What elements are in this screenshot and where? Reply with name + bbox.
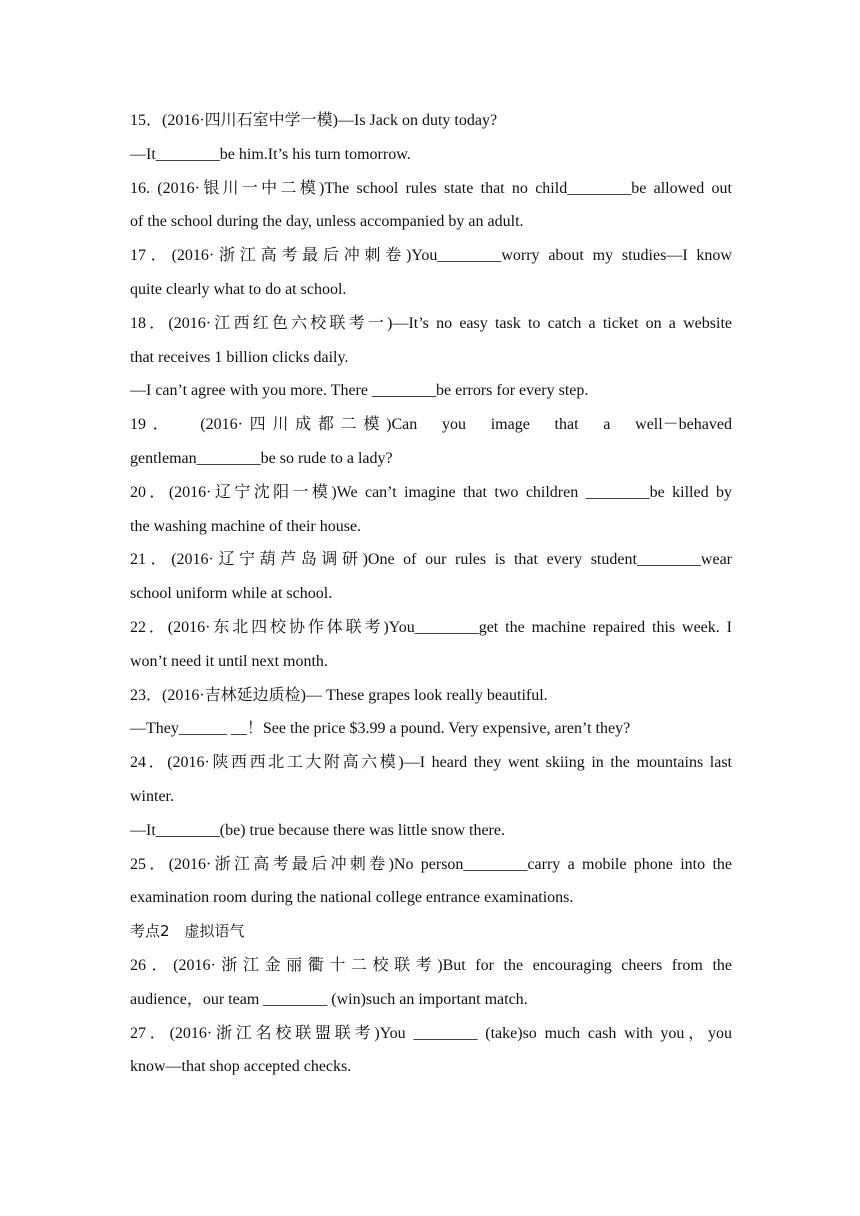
q24-line3: —It________(be) true because there was little snow there. [130, 821, 505, 839]
document-page [130, 104, 732, 1084]
q18-line2: that receives 1 billion clicks daily. [130, 348, 349, 366]
q25-line2: examination room during the national college entrance examinations. [130, 889, 574, 907]
q18-line1: 18．(2016·江西红色六校联考一)—It’s no easy task to catch a ticket on a website [130, 314, 732, 332]
q23-line2: —They______ __！See the price $3.99 a pound. Very expensive, aren’t they? [130, 720, 631, 738]
q19-line2: gentleman________be so rude to a lady? [130, 449, 393, 467]
q18-line3: —I can’t agree with you more. There ________be errors for every step. [130, 382, 589, 400]
q19-line1: 19． (2016·四川成都二模)Can you image that a well－behaved [130, 416, 732, 434]
q22-line1: 22．(2016·东北四校协作体联考)You________get the machine repaired this week. I [130, 618, 732, 636]
q20-line1: 20．(2016·辽宁沈阳一模)We can’t imagine that two children ________be killed by [130, 483, 732, 501]
q21-line2: school uniform while at school. [130, 585, 333, 603]
q24-line2: winter. [130, 787, 174, 805]
q20-line2: the washing machine of their house. [130, 517, 362, 535]
q21-line1: 21．(2016·辽宁葫芦岛调研)One of our rules is that every student________wear [130, 551, 732, 569]
q17-line2: quite clearly what to do at school. [130, 280, 347, 298]
q24-line1: 24．(2016·陕西西北工大附高六模)—I heard they went skiing in the mountains last [130, 754, 732, 772]
q16-line1: 16. (2016·银川一中二模)The school rules state that no child________be allowed out [130, 179, 732, 197]
q15-line2: —It________be him.It’s his turn tomorrow. [130, 145, 411, 163]
q17-line1: 17．(2016·浙江高考最后冲刺卷)You________worry about my studies—I know [130, 247, 732, 265]
q25-line1: 25．(2016·浙江高考最后冲刺卷)No person________carry a mobile phone into the [130, 855, 732, 873]
section-heading: 考点2 虚拟语气 [130, 922, 245, 941]
q27-line1: 27．(2016·浙江名校联盟联考)You ________ (take)so much cash with you，you [130, 1024, 732, 1042]
q16-line2: of the school during the day, unless accompanied by an adult. [130, 213, 524, 231]
q15-line1: 15．(2016·四川石室中学一模)—Is Jack on duty today? [130, 112, 498, 129]
q27-line2: know—that shop accepted checks. [130, 1058, 352, 1076]
q26-line2: audience，our team ________ (win)such an important match. [130, 990, 528, 1008]
q22-line2: won’t need it until next month. [130, 652, 328, 670]
q26-line1: 26．(2016·浙江金丽衢十二校联考)But for the encouraging cheers from the [130, 956, 732, 974]
q23-line1: 23．(2016·吉林延边质检)— These grapes look really beautiful. [130, 686, 548, 704]
